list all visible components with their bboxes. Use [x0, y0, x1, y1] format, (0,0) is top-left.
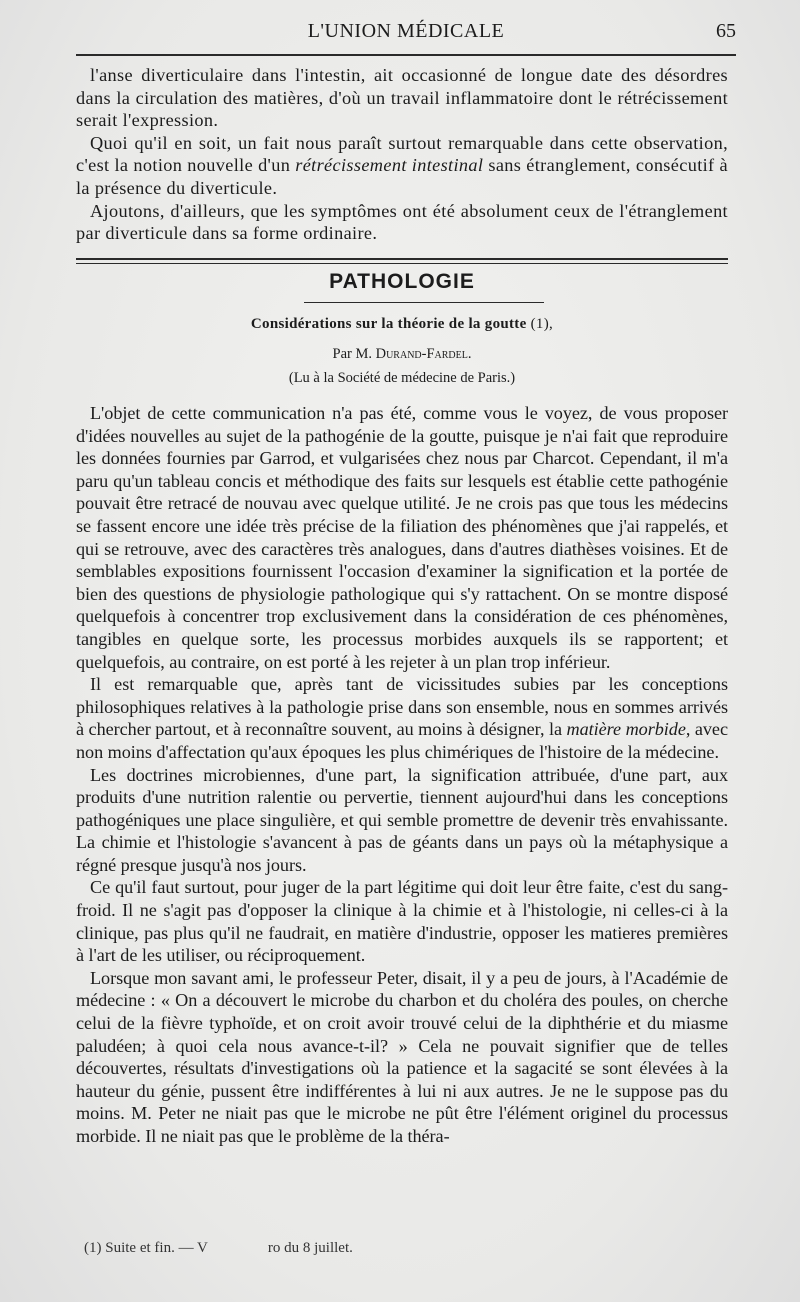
running-head	[76, 18, 736, 48]
article-body	[76, 402, 728, 1148]
author-name: Durand-Fardel.	[375, 346, 472, 362]
paragraph: Il est remarquable que, après tant de vicissitudes subies par les conceptions philosophiques relatives à la pathologie prise dans son ensemble, nous en sommes arrivés à chercher partout, et à reconnaître souvent, au moins à désigner, la matière morbide, avec non moins d'affectation qu'aux époques les plus chimériques de l'histoire de la médecine.	[76, 674, 728, 762]
section-title: PATHOLOGIE	[329, 270, 475, 293]
paragraph: Ce qu'il faut surtout, pour juger de la part légitime qui doit leur être faite, c'est du sang-froid. Il ne s'agit pas d'opposer la clinique à la chimie et à l'histologie, ni celles-ci à la clinique, pas plus qu'il ne faudrait, en matière d'industrie, opposer les matieres premières à l'art de les utiliser, ou réciproquement.	[76, 877, 728, 966]
footnote-ref: (1),	[530, 316, 554, 332]
emphasis: matière morbide	[566, 719, 686, 740]
paragraph: Ajoutons, d'ailleurs, que les symptômes ont été absolument ceux de l'étranglement par diverticule dans sa forme ordinaire.	[76, 200, 728, 244]
paragraph: Les doctrines microbiennes, d'une part, la signification attribuée, d'une part, aux produits d'une nutrition ralentie ou pervertie, tiennent aujourd'hui dans les conceptions pathogéniques une place singulière, et qui semble promettre de devenir très envahissante. La chimie et l'histologie s'avancent à pas de géants dans un pays où la métaphysique a régné presque jusqu'à nos jours.	[76, 764, 728, 875]
article-title: Considérations sur la théorie de la goutte (1),	[250, 316, 554, 332]
paragraph: l'anse diverticulaire dans l'intestin, ait occasionné de longue date des désordres dans la circulation des matières, d'où un travail inflammatoire dont le rétrécissement serait l'expression.	[76, 65, 728, 131]
page-number: 65	[716, 20, 736, 42]
footnote: (1) Suite et fin. — V ro du 8 juillet.	[84, 1240, 353, 1256]
previous-article-text	[76, 64, 728, 245]
byline: Par M. Durand-Fardel.	[332, 346, 472, 362]
section-rule	[76, 258, 728, 260]
header-rule	[76, 54, 736, 56]
title-rule	[304, 302, 544, 303]
section-rule	[76, 263, 728, 264]
paragraph: Quoi qu'il en soit, un fait nous paraît surtout remarquable dans cette observation, c'est la notion nouvelle d'un rétrécissement intestinal sans étranglement, consécutif à la présence du diverticule.	[76, 132, 728, 198]
paragraph: L'objet de cette communication n'a pas été, comme vous le voyez, de vous proposer d'idées nouvelles au sujet de la pathogénie de la goutte, puisque je n'ai fait que reproduire les données fournies par Garrod, et vulgarisées chez nous par Charcot. Cependant, il m'a paru qu'un tableau concis et méthodique des faits sur lesquels est établie cette pathogénie pouvait être retracé de nouvau avec quelque utilité. Je ne crois pas que tous les médecins se fassent encore une idée très précise de la filiation des phénomènes que j'ai rappelés, et qui se retrouve, avec des caractères très analogues, dans d'autres diathèses voisines. Et de semblables expositions fournissent l'occasion d'examiner la signification et la portée de bien des questions de physiologie pathologique qui s'y rattachent. On se montre disposé quelquefois à concentrer trop exclusivement dans la considération de ces phénomènes, tangibles en quelque sorte, les processus morbides auxquels ils se rapportent; et quelquefois, au contraire, on est porté à les rejeter à un plan trop inférieur.	[76, 403, 728, 672]
read-at-note: (Lu à la Société de médecine de Paris.)	[288, 370, 516, 386]
running-title: L'UNION MÉDICALE	[307, 20, 505, 42]
emphasis: rétrécissement intestinal	[295, 155, 484, 176]
paragraph: Lorsque mon savant ami, le professeur Peter, disait, il y a peu de jours, à l'Académie de médecine : « On a découvert le microbe du charbon et du choléra des poules, on cherche celui de la fièvre typhoïde, et on croit avoir trouvé celui de la diphthérie et du miasme paludéen; à quoi cela nous avance-t-il? » Cela ne pouvait signifier que de telles découvertes, résultats d'investigations où la patience et la sagacité se sont élevées à la hauteur du génie, pussent être indifférentes à lui ni aux autres. Je ne le suppose pas du moins. M. Peter ne niait pas que le microbe ne pût être l'élément originel du processus morbide. Il ne niait pas que le problème de la théra-	[76, 967, 728, 1146]
